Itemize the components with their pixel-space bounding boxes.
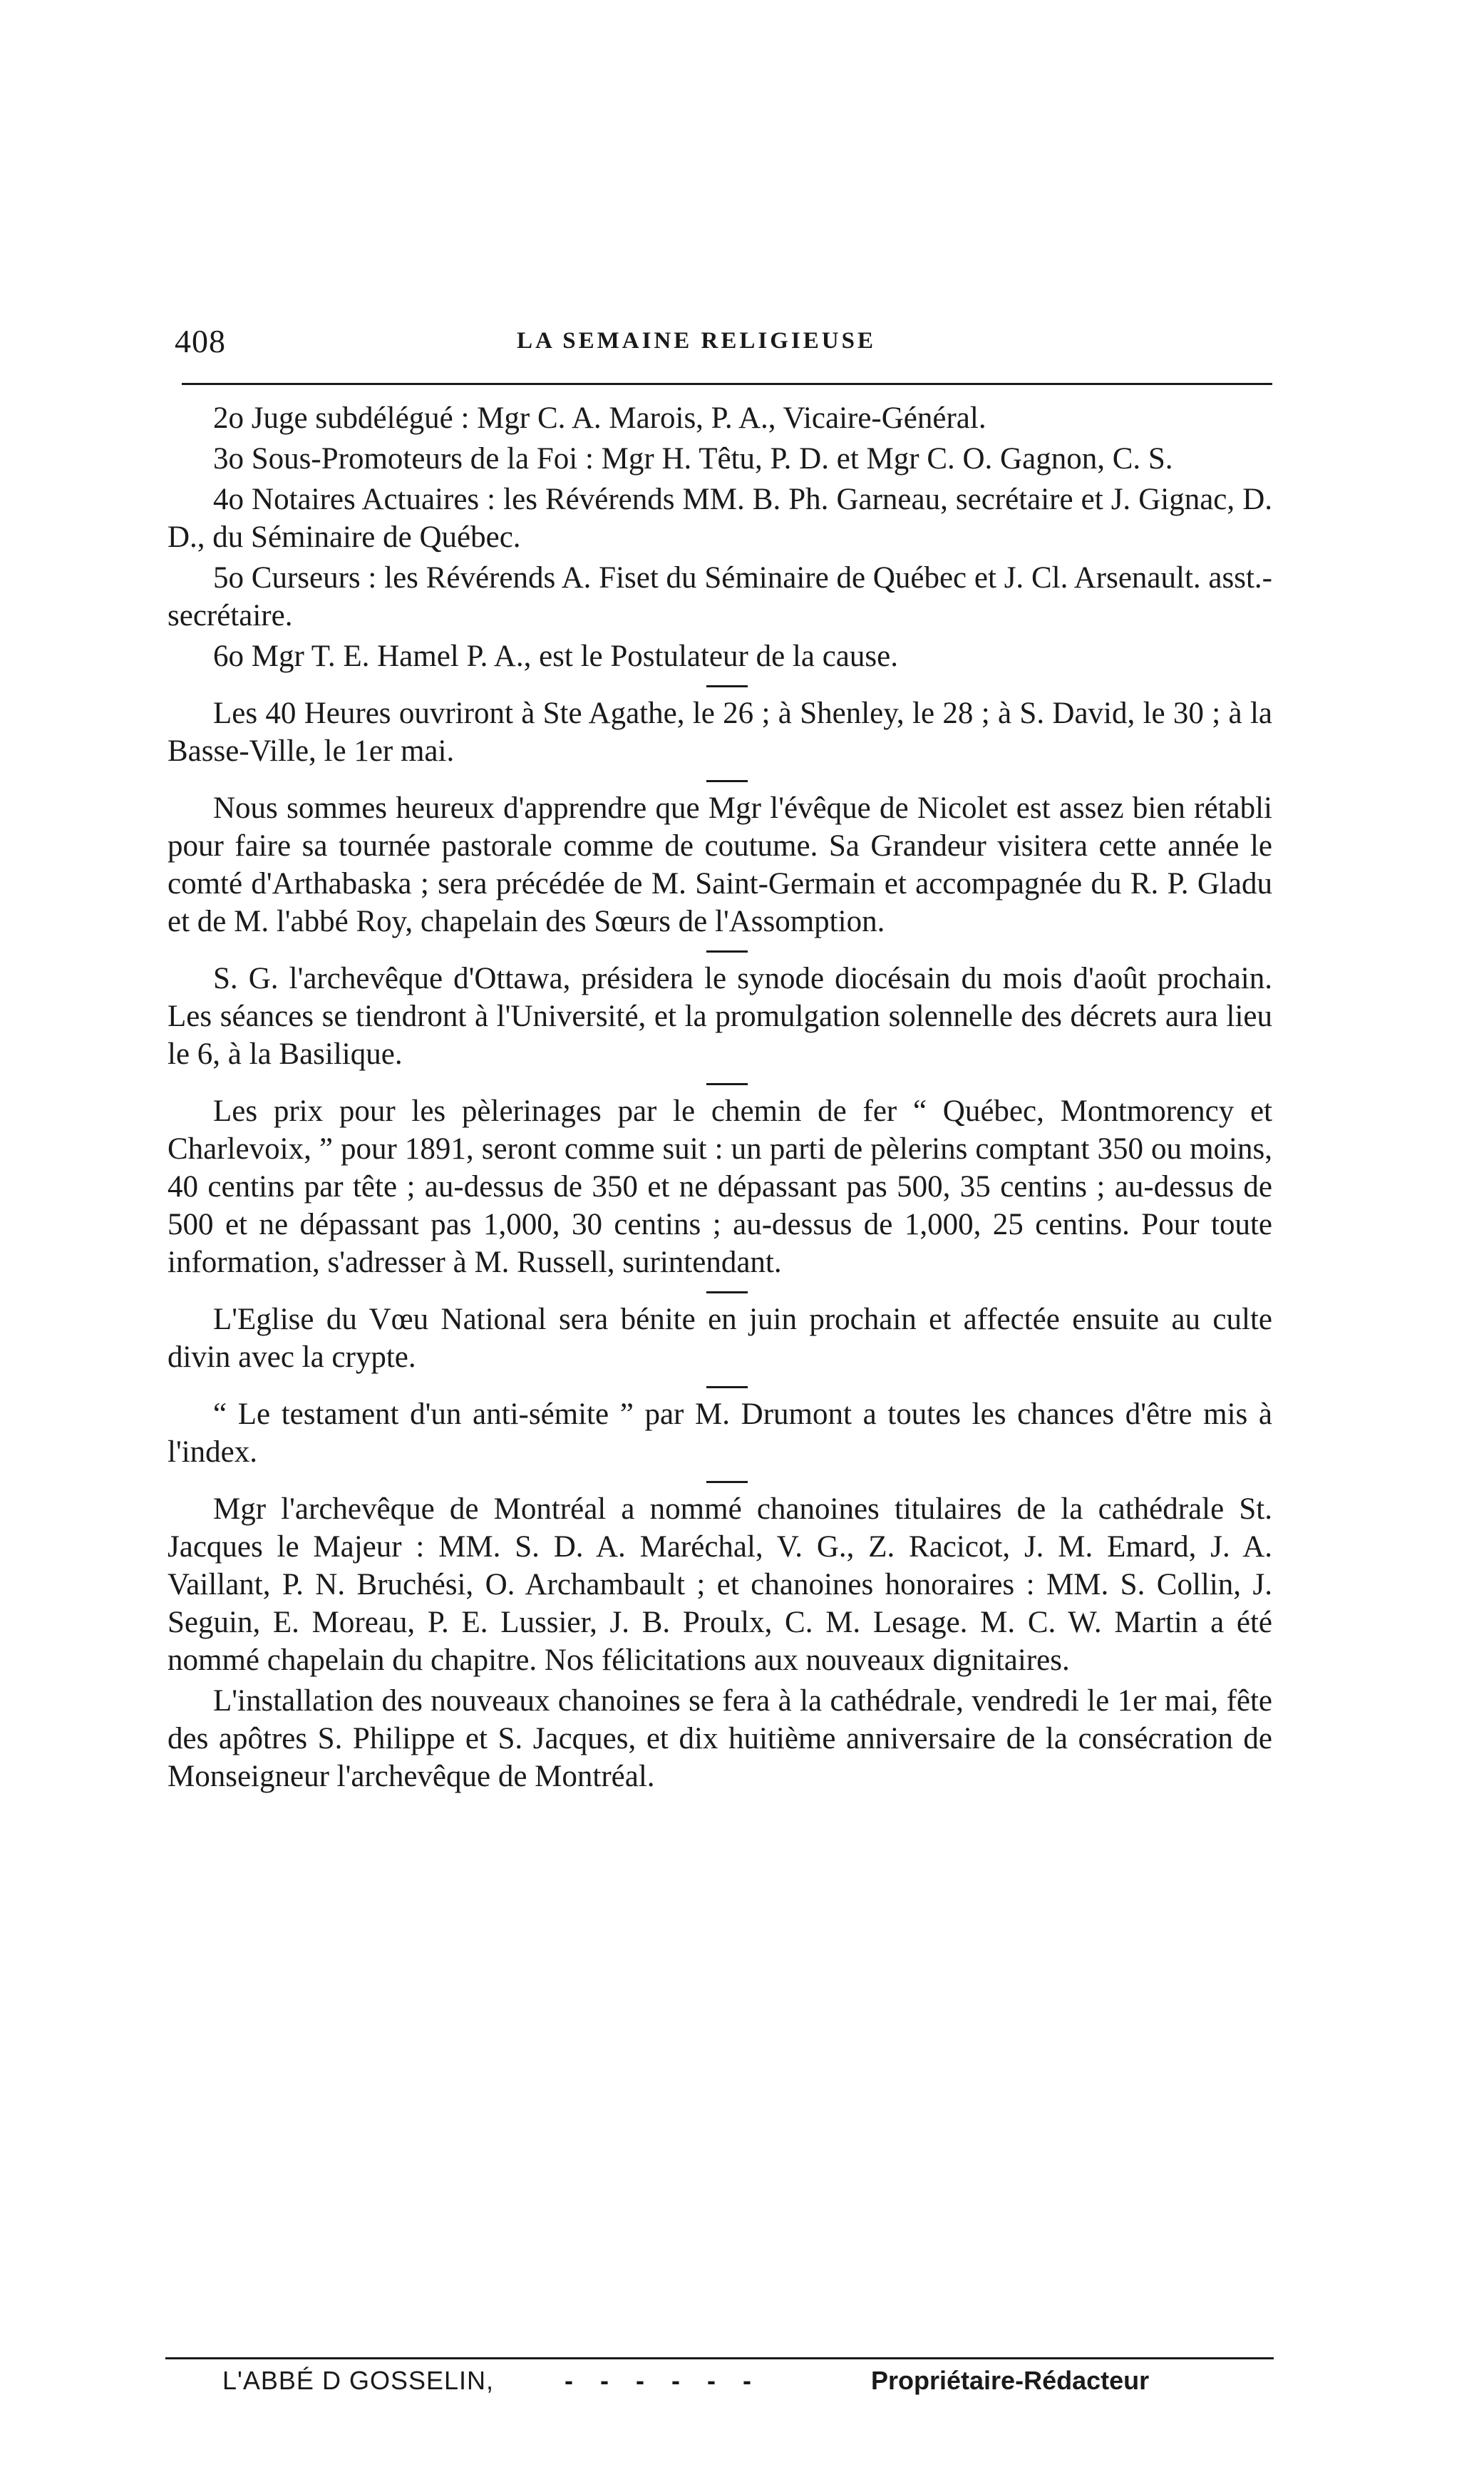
paragraph-synode-ottawa: S. G. l'archevêque d'Ottawa, présidera le synode diocésain du mois d'août prochain. Les séances se tiendront à l'Université, et la promulgation solennelle des décrets aura lieu le 6, à la Basilique. — [168, 962, 1272, 1071]
article-body — [168, 399, 1272, 1802]
section-separator — [706, 780, 748, 782]
paragraph-curseurs: 5o Curseurs : les Révérends A. Fiset du Séminaire de Québec et J. Cl. Arsenault. asst.-secrétaire. — [168, 561, 1272, 632]
section-separator — [706, 1083, 748, 1085]
running-title: LA SEMAINE RELIGIEUSE — [517, 328, 876, 354]
paragraph-notaires: 4o Notaires Actuaires : les Révérends MM. B. Ph. Garneau, secrétaire et J. Gignac, D. D., du Séminaire de Québec. — [168, 483, 1272, 554]
header-rule — [182, 383, 1272, 385]
paragraph-eveque-nicolet: Nous sommes heureux d'apprendre que Mgr l'évêque de Nicolet est assez bien rétabli pour faire sa tournée pastorale comme de coutume. Sa Grandeur visitera cette année le comté d'Arthabaska ; sera précédée de M. Saint-Germain et accompagnée du R. P. Gladu et de M. l'abbé Roy, chapelain des Sœurs de l'Assomption. — [168, 791, 1272, 938]
paragraph-chanoines: Mgr l'archevêque de Montréal a nommé chanoines titulaires de la cathédrale St. Jacques le Majeur : MM. S. D. A. Maréchal, V. G., Z. Racicot, J. M. Emard, J. A. Vaillant, P. N. Bruchési, O. Archambault ; et chanoines honoraires : MM. S. Collin, J. Seguin, E. Moreau, P. E. Lussier, J. B. Proulx, C. M. Lesage. M. C. W. Martin a été nommé chapelain du chapitre. Nos félicitations aux nouveaux dignitaires. — [168, 1492, 1272, 1677]
page-number: 408 — [175, 323, 226, 359]
page-header — [175, 322, 1276, 365]
footer-author: L'ABBÉ D GOSSELIN, — [222, 2366, 495, 2395]
page-footer — [165, 2366, 1274, 2409]
section-separator — [706, 950, 748, 953]
footer-rule — [165, 2357, 1274, 2359]
section-separator — [706, 1386, 748, 1388]
footer-dashes: - - - - - - — [565, 2366, 761, 2395]
paragraph-drumont: “ Le testament d'un anti-sémite ” par M. Drumont a toutes les chances d'être mis à l'index. — [168, 1398, 1272, 1469]
paragraph-promoteurs: 3o Sous-Promoteurs de la Foi : Mgr H. Têtu, P. D. et Mgr C. O. Gagnon, C. S. — [213, 442, 1173, 476]
paragraph-installation: L'installation des nouveaux chanoines se fera à la cathédrale, vendredi le 1er mai, fête des apôtres S. Philippe et S. Jacques, et dix huitième anniversaire de la consécration de Monseigneur l'archevêque de Montréal. — [168, 1684, 1272, 1793]
paragraph-postulateur: 6o Mgr T. E. Hamel P. A., est le Postulateur de la cause. — [213, 640, 898, 673]
section-separator — [706, 685, 748, 687]
section-separator — [706, 1291, 748, 1293]
paragraph-quarante-heures: Les 40 Heures ouvriront à Ste Agathe, le 26 ; à Shenley, le 28 ; à S. David, le 30 ; à la Basse-Ville, le 1er mai. — [168, 697, 1272, 768]
footer-role: Propriétaire-Rédacteur — [871, 2366, 1150, 2395]
section-separator — [706, 1481, 748, 1483]
paragraph-voeu-national: L'Eglise du Vœu National sera bénite en juin prochain et affectée ensuite au culte divin avec la crypte. — [168, 1303, 1272, 1374]
paragraph-juge: 2o Juge subdélégué : Mgr C. A. Marois, P. A., Vicaire-Général. — [213, 401, 986, 435]
paragraph-pelerinages: Les prix pour les pèlerinages par le chemin de fer “ Québec, Montmorency et Charlevoix, ” pour 1891, seront comme suit : un parti de pèlerins comptant 350 ou moins, 40 centins par tête ; au-dessus de 350 et ne dépassant pas 500, 35 centins ; au-dessus de 500 et ne dépassant pas 1,000, 30 centins ; au-dessus de 1,000, 25 centins. Pour toute information, s'adresser à M. Russell, surintendant. — [168, 1094, 1272, 1279]
